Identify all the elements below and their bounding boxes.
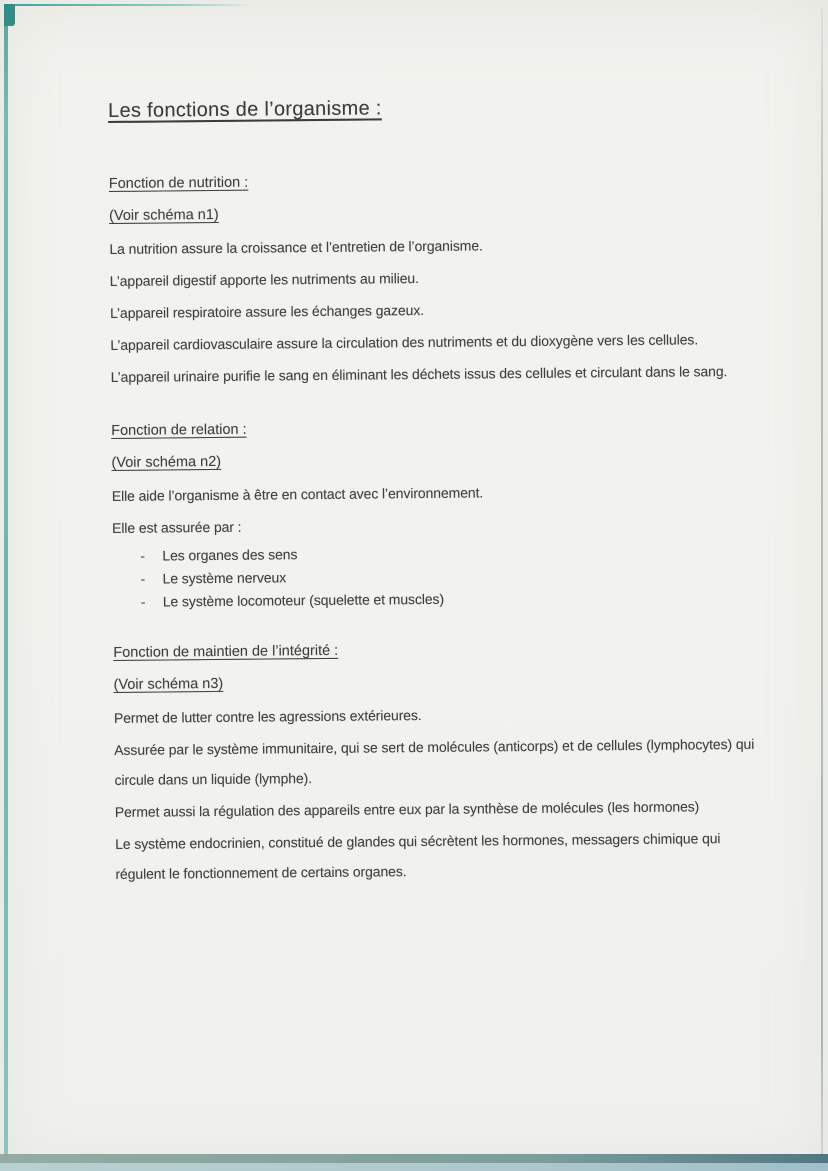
scan-top-edge-line bbox=[4, 4, 254, 6]
paragraph: La nutrition assure la croissance et l’entretien de l’organisme. bbox=[109, 237, 483, 257]
paragraph: L’appareil urinaire purifie le sang en éliminant les déchets issus des cellules et circulant dans le sang. bbox=[110, 363, 728, 385]
paragraph: Le système endocrinien, constitué de glandes qui sécrètent les hormones, messagers chimique qui régulent le fonctionnement de certains organes. bbox=[115, 830, 721, 882]
paragraph: Elle aide l’organisme à être en contact avec l’environnement. bbox=[111, 484, 484, 504]
schema-reference: (Voir schéma n2) bbox=[111, 453, 222, 471]
paragraph: Permet de lutter contre les agressions extérieures. bbox=[113, 707, 422, 726]
scan-left-edge-line bbox=[4, 4, 8, 1156]
paragraph: L’appareil respiratoire assure les échanges gazeux. bbox=[109, 301, 425, 321]
document-title: Les fonctions de l’organisme : bbox=[108, 97, 382, 122]
list-item: - Le système nerveux bbox=[140, 562, 757, 591]
section-heading: Fonction de maintien de l’intégrité : bbox=[113, 642, 339, 661]
paragraph: Elle est assurée par : bbox=[112, 518, 242, 536]
paragraph: Permet aussi la régulation des appareils entre eux par la synthèse de molécules (les hormones) bbox=[114, 798, 700, 820]
scan-bottom-edge-light bbox=[0, 1163, 828, 1171]
relation-systems-list bbox=[112, 539, 758, 614]
section-maintien-integrite bbox=[113, 636, 760, 889]
section-heading: Fonction de relation : bbox=[111, 421, 247, 439]
section-nutrition bbox=[109, 167, 756, 392]
scan-bottom-edge-band bbox=[0, 1154, 828, 1163]
schema-reference: (Voir schéma n3) bbox=[113, 675, 224, 693]
section-heading: Fonction de nutrition : bbox=[108, 174, 249, 192]
paragraph: L’appareil cardiovasculaire assure la circulation des nutriments et du dioxygène vers les cellules. bbox=[110, 331, 699, 353]
paragraph: Assurée par le système immunitaire, qui se sert de molécules (anticorps) et de cellules (lymphocytes) qui circule dans un liquide (lymphe). bbox=[114, 735, 755, 788]
scan-right-edge-line bbox=[821, 8, 823, 1158]
paragraph: L’appareil digestif apporte les nutriments au milieu. bbox=[109, 270, 419, 289]
section-relation bbox=[111, 414, 758, 614]
list-item: - Les organes des sens bbox=[140, 539, 757, 568]
scan-corner-mark bbox=[4, 4, 15, 26]
list-item: - Le système locomoteur (squelette et muscles) bbox=[141, 585, 758, 614]
schema-reference: (Voir schéma n1) bbox=[109, 206, 219, 224]
document-content bbox=[108, 94, 761, 891]
